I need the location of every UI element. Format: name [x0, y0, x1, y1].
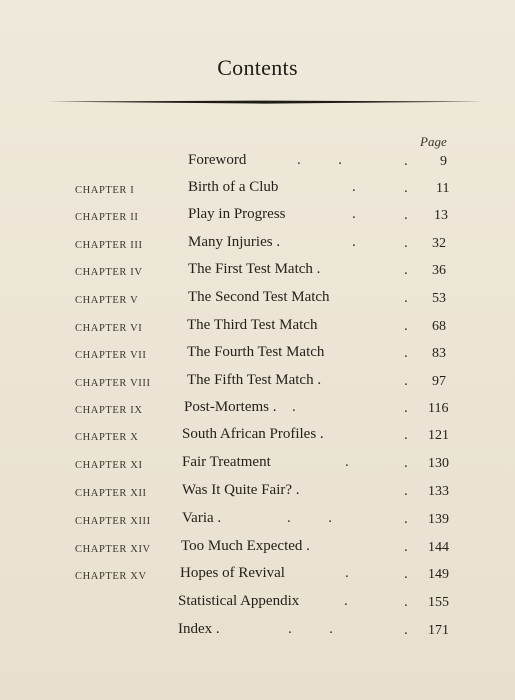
chapter-number: CHAPTER I: [75, 185, 135, 196]
leader-dot: .: [404, 594, 408, 610]
toc-entry: [0, 372, 515, 396]
chapter-number: CHAPTER IV: [75, 267, 143, 278]
leader-dot: .: [404, 207, 408, 223]
page-column-label: Page: [420, 134, 447, 149]
entry-title: Was It Quite Fair? .: [182, 482, 300, 498]
page-number: 149: [428, 567, 449, 582]
toc-entry: [0, 454, 515, 478]
toc-entry: [0, 179, 515, 203]
page-number: 83: [432, 346, 446, 361]
leader-dots: . .: [297, 152, 342, 168]
leader-dot: .: [404, 455, 408, 471]
leader-dots: .: [352, 234, 356, 250]
toc-entry: [0, 152, 515, 176]
toc-entry: [0, 317, 515, 341]
toc-entry: [0, 426, 515, 450]
chapter-number: CHAPTER III: [75, 240, 143, 251]
chapter-number: CHAPTER VII: [75, 350, 147, 361]
leader-dot: .: [404, 400, 408, 416]
contents-title: Contents: [217, 55, 298, 80]
entry-title: The Fifth Test Match .: [187, 372, 322, 388]
leader-dots: .: [344, 593, 348, 609]
toc-entry: [0, 344, 515, 368]
chapter-number: CHAPTER VI: [75, 323, 143, 334]
leader-dots: .: [292, 399, 296, 415]
entry-title: Foreword: [188, 152, 247, 168]
page-number: 53: [432, 291, 446, 306]
page-number: 133: [428, 484, 449, 499]
page-number: 121: [428, 428, 449, 443]
leader-dot: .: [404, 566, 408, 582]
entry-title: Too Much Expected .: [181, 538, 310, 554]
leader-dot: .: [404, 539, 408, 555]
toc-entry: [0, 565, 515, 589]
page-number: 68: [432, 319, 446, 334]
toc-entry: [0, 261, 515, 285]
leader-dots: . .: [288, 621, 333, 637]
toc-entry: [0, 593, 515, 617]
leader-dot: .: [404, 373, 408, 389]
page-number: 11: [436, 181, 450, 196]
page-number: 130: [428, 456, 449, 471]
entry-title: Hopes of Revival: [180, 565, 285, 581]
chapter-number: CHAPTER X: [75, 432, 139, 443]
leader-dot: .: [404, 622, 408, 638]
entry-title: The Second Test Match: [188, 289, 330, 305]
chapter-number: CHAPTER XIII: [75, 516, 151, 527]
chapter-number: CHAPTER XV: [75, 571, 147, 582]
leader-dot: .: [404, 511, 408, 527]
leader-dots: .: [345, 454, 349, 470]
page-number: 13: [434, 208, 448, 223]
toc-entry: [0, 621, 515, 645]
chapter-number: CHAPTER II: [75, 212, 139, 223]
chapter-number: CHAPTER XI: [75, 460, 143, 471]
page-number: 139: [428, 512, 449, 527]
page-number: 171: [428, 623, 449, 638]
leader-dot: .: [404, 153, 408, 169]
toc-entry: [0, 538, 515, 562]
entry-title: Many Injuries .: [188, 234, 281, 250]
page-number: 144: [428, 540, 449, 555]
page-number: 116: [428, 401, 449, 416]
page-number: 155: [428, 595, 449, 610]
leader-dots: . .: [287, 510, 332, 526]
leader-dot: .: [404, 318, 408, 334]
chapter-number: CHAPTER IX: [75, 405, 143, 416]
entry-title: Index .: [178, 621, 220, 637]
chapter-number: CHAPTER VIII: [75, 378, 151, 389]
toc-entry: [0, 234, 515, 258]
entry-title: Post-Mortems .: [184, 399, 277, 415]
entry-title: Varia .: [182, 510, 222, 526]
leader-dot: .: [404, 235, 408, 251]
entry-title: Fair Treatment: [182, 454, 271, 470]
entry-title: South African Profiles .: [182, 426, 324, 442]
entry-title: The Third Test Match: [187, 317, 318, 333]
page-number: 32: [432, 236, 446, 251]
chapter-number: CHAPTER XIV: [75, 544, 151, 555]
toc-entry: [0, 206, 515, 230]
entry-title: Play in Progress: [188, 206, 286, 222]
leader-dot: .: [404, 180, 408, 196]
leader-dots: .: [352, 179, 356, 195]
leader-dot: .: [404, 483, 408, 499]
leader-dots: .: [352, 206, 356, 222]
toc-entry: [0, 510, 515, 534]
toc-entry: [0, 289, 515, 313]
chapter-number: CHAPTER XII: [75, 488, 147, 499]
toc-entry: [0, 482, 515, 506]
leader-dots: .: [345, 565, 349, 581]
chapter-number: CHAPTER V: [75, 295, 139, 306]
page-number: 97: [432, 374, 446, 389]
title-rule: [48, 100, 484, 104]
entry-title: The First Test Match .: [188, 261, 321, 277]
leader-dot: .: [404, 262, 408, 278]
toc-entry: [0, 399, 515, 423]
page-number: 36: [432, 263, 446, 278]
leader-dot: .: [404, 427, 408, 443]
leader-dot: .: [404, 290, 408, 306]
leader-dot: .: [404, 345, 408, 361]
page-number: 9: [440, 154, 447, 169]
entry-title: Statistical Appendix: [178, 593, 300, 609]
entry-title: Birth of a Club: [188, 179, 279, 195]
entry-title: The Fourth Test Match: [187, 344, 325, 360]
